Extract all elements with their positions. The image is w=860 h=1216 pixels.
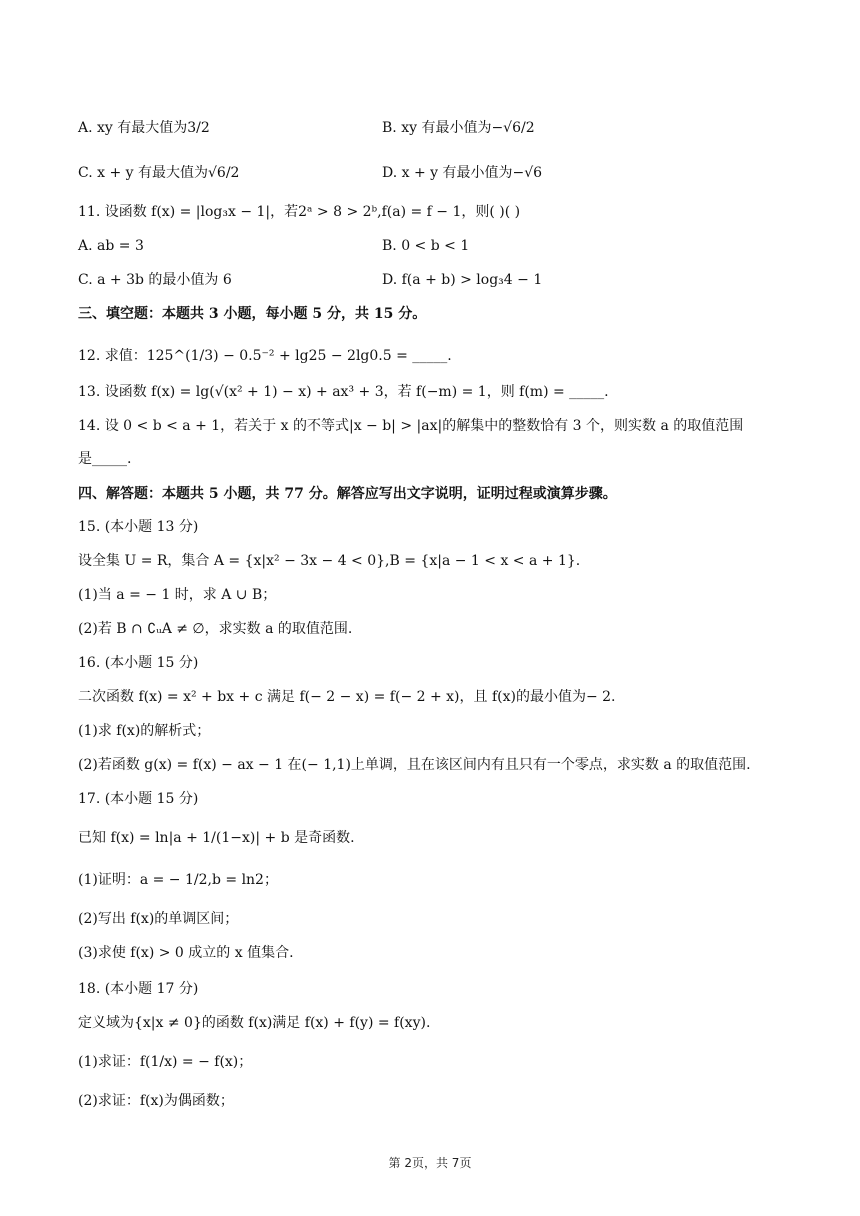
q11-option-c: C. a + 3b 的最小值为 6 <box>78 272 232 288</box>
q13: 13. 设函数 f(x) = lg(√(x² + 1) − x) + ax³ + 3，若 f(−m) = 1，则 f(m) = _____. <box>78 384 609 400</box>
q10-option-d: D. x + y 有最小值为−√6 <box>382 165 543 181</box>
q11-option-b: B. 0 < b < 1 <box>382 238 470 254</box>
q12: 12. 求值：125^(1/3) − 0.5⁻² + lg25 − 2lg0.5 = _____. <box>78 348 452 364</box>
q11-stem: 11. 设函数 f(x) = |log₃x − 1|，若2ᵃ > 8 > 2ᵇ,f(a) = f − 1，则( )( ) <box>78 204 521 220</box>
q11-option-d: D. f(a + b) > log₃4 − 1 <box>382 272 543 288</box>
q18-stem: 定义域为{x|x ≠ 0}的函数 f(x)满足 f(x) + f(y) = f(xy). <box>78 1015 431 1031</box>
q15-heading: 15. (本小题 13 分) <box>78 519 199 535</box>
q18-part-1: (1)求证：f(1/x) = − f(x)； <box>78 1054 253 1070</box>
q17-part-2: (2)写出 f(x)的单调区间； <box>78 911 239 927</box>
q10-option-c: C. x + y 有最大值为√6/2 <box>78 165 240 181</box>
q15-stem: 设全集 U = R，集合 A = {x|x² − 3x − 4 < 0},B = {x|a − 1 < x < a + 1}. <box>78 553 581 569</box>
q16-heading: 16. (本小题 15 分) <box>78 655 199 671</box>
section-solution-heading: 四、解答题：本题共 5 小题，共 77 分。解答应写出文字说明，证明过程或演算步骤。 <box>78 486 617 502</box>
q15-part-2: (2)若 B ∩ ∁ᵤA ≠ ∅，求实数 a 的取值范围. <box>78 621 353 637</box>
q14-line-1: 14. 设 0 < b < a + 1，若关于 x 的不等式|x − b| > |ax|的解集中的整数恰有 3 个，则实数 a 的取值范围 <box>78 418 744 434</box>
q14-line-2: 是_____. <box>78 451 132 467</box>
q17-heading: 17. (本小题 15 分) <box>78 791 199 807</box>
q17-part-1: (1)证明：a = − 1/2,b = ln2； <box>78 872 278 888</box>
q10-option-a: A. xy 有最大值为3/2 <box>78 120 210 136</box>
section-fill-blank-heading: 三、填空题：本题共 3 小题，每小题 5 分，共 15 分。 <box>78 306 427 322</box>
q16-part-2: (2)若函数 g(x) = f(x) − ax − 1 在(− 1,1)上单调，且在该区间内有且只有一个零点，求实数 a 的取值范围. <box>78 757 751 773</box>
q16-part-1: (1)求 f(x)的解析式； <box>78 723 211 739</box>
page-footer: 第 2页，共 7页 <box>388 1156 472 1170</box>
q18-heading: 18. (本小题 17 分) <box>78 981 199 997</box>
q10-option-b: B. xy 有最小值为−√6/2 <box>382 120 535 136</box>
q17-part-3: (3)求使 f(x) > 0 成立的 x 值集合. <box>78 945 294 961</box>
q15-part-1: (1)当 a = − 1 时，求 A ∪ B； <box>78 587 277 603</box>
q16-stem: 二次函数 f(x) = x² + bx + c 满足 f(− 2 − x) = f(− 2 + x)，且 f(x)的最小值为− 2. <box>78 689 616 705</box>
q17-stem: 已知 f(x) = ln|a + 1/(1−x)| + b 是奇函数. <box>78 830 355 846</box>
q18-part-2: (2)求证：f(x)为偶函数； <box>78 1093 234 1109</box>
q11-option-a: A. ab = 3 <box>78 238 144 254</box>
